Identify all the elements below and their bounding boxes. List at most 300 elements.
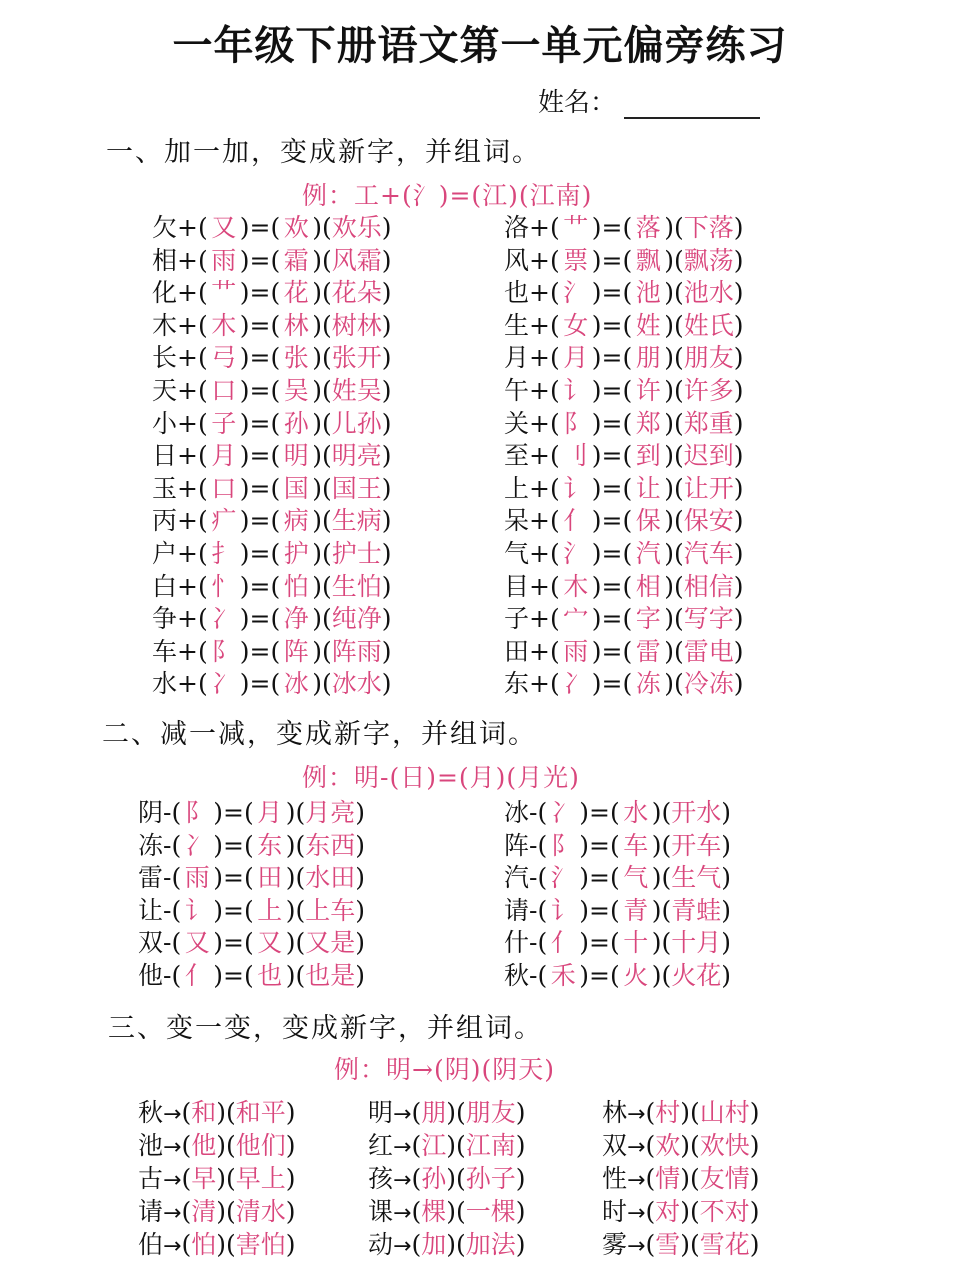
close-paren: ) xyxy=(285,1164,296,1193)
open-paren: ( xyxy=(622,506,633,536)
close-paren: ) xyxy=(239,441,250,471)
exercise-row xyxy=(152,505,392,538)
exercise-row xyxy=(504,310,744,343)
close-paren: ) xyxy=(591,213,602,242)
open-paren: ( xyxy=(645,1098,656,1127)
word-answer: 姓氏 xyxy=(683,310,734,340)
exercise-row xyxy=(504,473,744,506)
open-paren: ( xyxy=(622,636,633,666)
close-paren: ) xyxy=(312,571,322,601)
open-paren: ( xyxy=(197,441,208,471)
close-paren: ) xyxy=(216,1131,226,1160)
operator-sign: + xyxy=(529,669,550,699)
operator-sign: - xyxy=(163,895,172,925)
open-paren: ( xyxy=(673,375,684,405)
equals-sign: = xyxy=(601,441,623,471)
close-paren: ) xyxy=(721,798,732,827)
radical-answer: 氵 xyxy=(563,278,589,308)
open-paren: ( xyxy=(321,669,332,699)
arrow-icon: → xyxy=(163,1102,182,1127)
radical-answer: 口 xyxy=(211,375,237,405)
new-char-answer: 他 xyxy=(191,1131,217,1160)
word-answer: 明亮 xyxy=(331,441,382,471)
close-paren: ) xyxy=(749,1098,760,1127)
radical-answer: 月 xyxy=(563,343,589,373)
equals-sign: = xyxy=(223,895,244,925)
open-paren: ( xyxy=(622,278,633,308)
close-paren: ) xyxy=(239,278,250,308)
open-paren: ( xyxy=(549,408,560,438)
close-paren: ) xyxy=(312,310,322,340)
operator-sign: + xyxy=(529,473,550,503)
close-paren: ) xyxy=(446,1098,456,1127)
exercise-row xyxy=(504,440,744,473)
radical-answer: 艹 xyxy=(211,278,237,308)
close-paren: ) xyxy=(312,408,322,438)
open-paren: ( xyxy=(411,1131,422,1160)
base-char: 丙 xyxy=(152,506,178,536)
open-paren: ( xyxy=(226,1131,236,1160)
word-answer: 阵雨 xyxy=(331,636,382,666)
close-paren: ) xyxy=(213,798,223,827)
new-char-answer: 霜 xyxy=(283,245,309,275)
exercise-row xyxy=(602,1162,760,1195)
operator-sign: + xyxy=(177,343,198,373)
close-paren: ) xyxy=(664,375,674,405)
equals-sign: = xyxy=(249,310,271,340)
base-char: 长 xyxy=(152,343,178,373)
open-paren: ( xyxy=(622,343,633,373)
word-answer: 纯净 xyxy=(331,604,382,634)
close-paren: ) xyxy=(239,473,250,503)
base-char: 户 xyxy=(152,538,178,568)
open-paren: ( xyxy=(537,928,548,958)
open-paren: ( xyxy=(226,1164,236,1193)
close-paren: ) xyxy=(733,538,744,568)
base-char: 雾 xyxy=(602,1230,628,1259)
base-char: 欠 xyxy=(152,213,178,242)
open-paren: ( xyxy=(622,441,633,471)
open-paren: ( xyxy=(295,895,306,925)
radical-answer: 阝 xyxy=(211,636,237,666)
open-paren: ( xyxy=(171,895,182,925)
base-char: 孩 xyxy=(368,1164,394,1193)
arrow-icon: → xyxy=(627,1234,646,1259)
close-paren: ) xyxy=(579,960,589,990)
close-paren: ) xyxy=(312,375,322,405)
open-paren: ( xyxy=(197,473,208,503)
equals-sign: = xyxy=(249,571,271,601)
close-paren: ) xyxy=(733,473,744,503)
close-paren: ) xyxy=(733,669,744,699)
new-char-answer: 清 xyxy=(191,1197,217,1226)
open-paren: ( xyxy=(197,278,208,308)
word-answer: 张开 xyxy=(331,343,382,373)
new-char-answer: 汽 xyxy=(635,538,661,568)
new-char-answer: 冰 xyxy=(283,669,309,699)
close-paren: ) xyxy=(721,960,732,990)
new-char-answer: 池 xyxy=(635,278,661,308)
open-paren: ( xyxy=(661,960,672,990)
open-paren: ( xyxy=(549,278,560,308)
close-paren: ) xyxy=(680,1098,690,1127)
close-paren: ) xyxy=(591,245,602,275)
exercise-row xyxy=(138,830,365,863)
open-paren: ( xyxy=(609,928,620,958)
open-paren: ( xyxy=(661,863,672,893)
close-paren: ) xyxy=(591,571,602,601)
close-paren: ) xyxy=(213,928,223,958)
open-paren: ( xyxy=(243,798,254,827)
open-paren: ( xyxy=(295,830,306,860)
new-char-answer: 吴 xyxy=(283,375,309,405)
word-answer: 姓吴 xyxy=(331,375,382,405)
base-char: 请 xyxy=(504,895,530,925)
open-paren: ( xyxy=(171,830,182,860)
equals-sign: = xyxy=(249,245,271,275)
close-paren: ) xyxy=(733,375,744,405)
base-char: 红 xyxy=(368,1131,394,1160)
radical-answer: 刂 xyxy=(563,441,589,471)
close-paren: ) xyxy=(591,506,602,536)
operator-sign: - xyxy=(163,798,172,827)
arrow-icon: → xyxy=(163,1135,182,1160)
close-paren: ) xyxy=(651,863,662,893)
open-paren: ( xyxy=(549,636,560,666)
radical-answer: 亻 xyxy=(563,506,589,536)
close-paren: ) xyxy=(680,1230,690,1259)
exercise-row xyxy=(504,342,744,375)
operator-sign: + xyxy=(529,213,550,242)
equals-sign: = xyxy=(601,408,623,438)
close-paren: ) xyxy=(664,245,674,275)
open-paren: ( xyxy=(690,1230,700,1259)
open-paren: ( xyxy=(243,895,254,925)
base-char: 小 xyxy=(152,408,178,438)
open-paren: ( xyxy=(549,310,560,340)
open-paren: ( xyxy=(321,636,332,666)
open-paren: ( xyxy=(243,960,254,990)
open-paren: ( xyxy=(197,213,208,242)
word-answer: 迟到 xyxy=(683,441,734,471)
radical-answer: 阝 xyxy=(563,408,589,438)
word-answer: 让开 xyxy=(683,473,734,503)
new-char-answer: 棵 xyxy=(421,1197,447,1226)
radical-answer: 票 xyxy=(563,245,589,275)
open-paren: ( xyxy=(295,863,306,893)
open-paren: ( xyxy=(609,830,620,860)
new-char-answer: 月 xyxy=(257,798,283,827)
close-paren: ) xyxy=(312,343,322,373)
exercise-row xyxy=(138,1162,296,1195)
open-paren: ( xyxy=(226,1197,236,1226)
operator-sign: + xyxy=(177,473,198,503)
operator-sign: - xyxy=(163,830,172,860)
name-blank[interactable] xyxy=(624,91,760,119)
radical-answer: 月 xyxy=(211,441,237,471)
equals-sign: = xyxy=(249,538,271,568)
open-paren: ( xyxy=(270,375,281,405)
exercise-row xyxy=(152,538,392,571)
arrow-icon: → xyxy=(627,1201,646,1226)
exercise-row xyxy=(152,375,392,408)
word-answer: 朋友 xyxy=(683,343,734,373)
open-paren: ( xyxy=(537,895,548,925)
open-paren: ( xyxy=(270,571,281,601)
exercise-row xyxy=(152,212,392,245)
open-paren: ( xyxy=(321,375,332,405)
section-3-column-2 xyxy=(368,1096,526,1261)
close-paren: ) xyxy=(515,1131,526,1160)
exercise-row xyxy=(152,603,392,636)
open-paren: ( xyxy=(609,798,620,827)
open-paren: ( xyxy=(243,928,254,958)
exercise-row xyxy=(602,1129,760,1162)
arrow-icon: → xyxy=(627,1102,646,1127)
radical-answer: 子 xyxy=(211,408,237,438)
operator-sign: + xyxy=(177,669,198,699)
new-char-answer: 十 xyxy=(623,928,649,958)
open-paren: ( xyxy=(549,538,560,568)
close-paren: ) xyxy=(213,830,223,860)
open-paren: ( xyxy=(321,604,332,634)
operator-sign: + xyxy=(529,506,550,536)
arrow-icon: → xyxy=(163,1201,182,1226)
base-char: 目 xyxy=(504,571,530,601)
section-1-left-column xyxy=(152,212,392,701)
exercise-row xyxy=(152,310,392,343)
new-char-answer: 保 xyxy=(635,506,661,536)
close-paren: ) xyxy=(515,1164,526,1193)
exercise-row xyxy=(504,895,731,928)
base-char: 请 xyxy=(138,1197,164,1226)
open-paren: ( xyxy=(197,538,208,568)
close-paren: ) xyxy=(749,1230,760,1259)
close-paren: ) xyxy=(721,830,732,860)
arrow-icon: → xyxy=(393,1135,412,1160)
word-answer: 朋友 xyxy=(465,1098,516,1127)
close-paren: ) xyxy=(381,343,392,373)
operator-sign: + xyxy=(177,375,198,405)
new-char-answer: 村 xyxy=(655,1098,681,1127)
equals-sign: = xyxy=(223,798,244,827)
base-char: 白 xyxy=(152,571,178,601)
exercise-row xyxy=(504,797,731,830)
section-1-heading: 一、加一加，变成新字，并组词。 xyxy=(106,137,541,168)
exercise-row xyxy=(152,636,392,669)
exercise-row xyxy=(504,571,744,604)
base-char: 让 xyxy=(138,895,164,925)
open-paren: ( xyxy=(411,1098,422,1127)
open-paren: ( xyxy=(270,278,281,308)
close-paren: ) xyxy=(285,1230,296,1259)
open-paren: ( xyxy=(411,1230,422,1259)
open-paren: ( xyxy=(270,245,281,275)
new-char-answer: 水 xyxy=(623,798,649,827)
new-char-answer: 相 xyxy=(635,571,661,601)
close-paren: ) xyxy=(664,408,674,438)
open-paren: ( xyxy=(321,506,332,536)
open-paren: ( xyxy=(609,960,620,990)
word-answer: 孙子 xyxy=(465,1164,516,1193)
exercise-row xyxy=(602,1096,760,1129)
exercise-row xyxy=(152,473,392,506)
open-paren: ( xyxy=(171,863,182,893)
open-paren: ( xyxy=(197,310,208,340)
arrow-icon: → xyxy=(163,1234,182,1259)
exercise-row xyxy=(152,342,392,375)
open-paren: ( xyxy=(622,213,633,242)
base-char: 时 xyxy=(602,1197,628,1226)
open-paren: ( xyxy=(549,375,560,405)
new-char-answer: 东 xyxy=(257,830,283,860)
new-char-answer: 加 xyxy=(421,1230,447,1259)
word-answer: 又是 xyxy=(305,928,356,958)
open-paren: ( xyxy=(673,408,684,438)
exercise-row xyxy=(138,927,365,960)
new-char-answer: 病 xyxy=(283,506,309,536)
new-char-answer: 也 xyxy=(257,960,283,990)
operator-sign: + xyxy=(529,408,550,438)
close-paren: ) xyxy=(285,798,296,827)
word-answer: 飘荡 xyxy=(683,245,734,275)
exercise-row xyxy=(152,668,392,701)
close-paren: ) xyxy=(664,278,674,308)
open-paren: ( xyxy=(321,538,332,568)
close-paren: ) xyxy=(312,636,322,666)
open-paren: ( xyxy=(690,1197,700,1226)
close-paren: ) xyxy=(733,636,744,666)
section-3-example: 例：明→(阴)(阴天) xyxy=(334,1055,555,1084)
close-paren: ) xyxy=(381,278,392,308)
open-paren: ( xyxy=(171,928,182,958)
arrow-icon: → xyxy=(393,1234,412,1259)
open-paren: ( xyxy=(537,960,548,990)
open-paren: ( xyxy=(321,278,332,308)
equals-sign: = xyxy=(589,960,610,990)
close-paren: ) xyxy=(216,1230,226,1259)
close-paren: ) xyxy=(239,245,250,275)
open-paren: ( xyxy=(321,310,332,340)
word-answer: 不对 xyxy=(699,1197,750,1226)
radical-answer: 又 xyxy=(184,928,210,958)
radical-answer: 雨 xyxy=(563,636,589,666)
open-paren: ( xyxy=(690,1164,700,1193)
close-paren: ) xyxy=(664,473,674,503)
open-paren: ( xyxy=(181,1131,192,1160)
operator-sign: + xyxy=(529,375,550,405)
base-char: 什 xyxy=(504,928,530,958)
close-paren: ) xyxy=(749,1131,760,1160)
new-char-answer: 净 xyxy=(283,604,309,634)
base-char: 秋 xyxy=(138,1098,164,1127)
close-paren: ) xyxy=(591,375,602,405)
open-paren: ( xyxy=(295,928,306,958)
exercise-row xyxy=(138,797,365,830)
close-paren: ) xyxy=(213,960,223,990)
radical-answer: 疒 xyxy=(211,506,237,536)
open-paren: ( xyxy=(549,245,560,275)
word-answer: 山村 xyxy=(699,1098,750,1127)
close-paren: ) xyxy=(381,213,392,242)
arrow-icon: → xyxy=(163,1168,182,1193)
open-paren: ( xyxy=(456,1197,466,1226)
open-paren: ( xyxy=(622,245,633,275)
close-paren: ) xyxy=(651,798,662,827)
open-paren: ( xyxy=(321,213,332,242)
open-paren: ( xyxy=(197,408,208,438)
close-paren: ) xyxy=(664,669,674,699)
new-char-answer: 明 xyxy=(283,441,309,471)
base-char: 相 xyxy=(152,245,178,275)
word-answer: 十月 xyxy=(671,928,722,958)
exercise-row xyxy=(504,603,744,636)
equals-sign: = xyxy=(223,863,244,893)
word-answer: 清水 xyxy=(235,1197,286,1226)
exercise-row xyxy=(504,245,744,278)
open-paren: ( xyxy=(622,375,633,405)
equals-sign: = xyxy=(601,473,623,503)
exercise-row xyxy=(504,408,744,441)
word-answer: 冰水 xyxy=(331,669,382,699)
open-paren: ( xyxy=(673,473,684,503)
open-paren: ( xyxy=(197,669,208,699)
radical-answer: 亻 xyxy=(550,928,576,958)
open-paren: ( xyxy=(609,863,620,893)
word-answer: 汽车 xyxy=(683,538,734,568)
exercise-row xyxy=(138,862,365,895)
word-answer: 风霜 xyxy=(331,245,382,275)
exercise-row xyxy=(504,212,744,245)
operator-sign: - xyxy=(529,798,538,827)
close-paren: ) xyxy=(285,1098,296,1127)
section-3-heading: 三、变一变，变成新字，并组词。 xyxy=(108,1013,543,1044)
close-paren: ) xyxy=(381,408,392,438)
operator-sign: + xyxy=(177,213,198,242)
exercise-row xyxy=(138,960,365,993)
open-paren: ( xyxy=(270,538,281,568)
new-char-answer: 江 xyxy=(421,1131,447,1160)
base-char: 东 xyxy=(504,669,530,699)
open-paren: ( xyxy=(321,343,332,373)
close-paren: ) xyxy=(312,441,322,471)
open-paren: ( xyxy=(673,245,684,275)
section-3-column-1 xyxy=(138,1096,296,1261)
close-paren: ) xyxy=(664,538,674,568)
equals-sign: = xyxy=(601,310,623,340)
operator-sign: - xyxy=(163,960,172,990)
operator-sign: + xyxy=(177,506,198,536)
radical-answer: 讠 xyxy=(550,895,576,925)
word-answer: 护士 xyxy=(331,538,382,568)
close-paren: ) xyxy=(446,1131,456,1160)
operator-sign: + xyxy=(177,310,198,340)
new-char-answer: 飘 xyxy=(635,245,661,275)
operator-sign: - xyxy=(529,895,538,925)
base-char: 车 xyxy=(152,636,178,666)
close-paren: ) xyxy=(515,1197,526,1226)
operator-sign: + xyxy=(529,604,550,634)
open-paren: ( xyxy=(549,571,560,601)
close-paren: ) xyxy=(285,960,296,990)
close-paren: ) xyxy=(446,1197,456,1226)
close-paren: ) xyxy=(239,571,250,601)
operator-sign: - xyxy=(163,928,172,958)
equals-sign: = xyxy=(223,960,244,990)
equals-sign: = xyxy=(249,343,271,373)
open-paren: ( xyxy=(456,1230,466,1259)
open-paren: ( xyxy=(673,604,684,634)
